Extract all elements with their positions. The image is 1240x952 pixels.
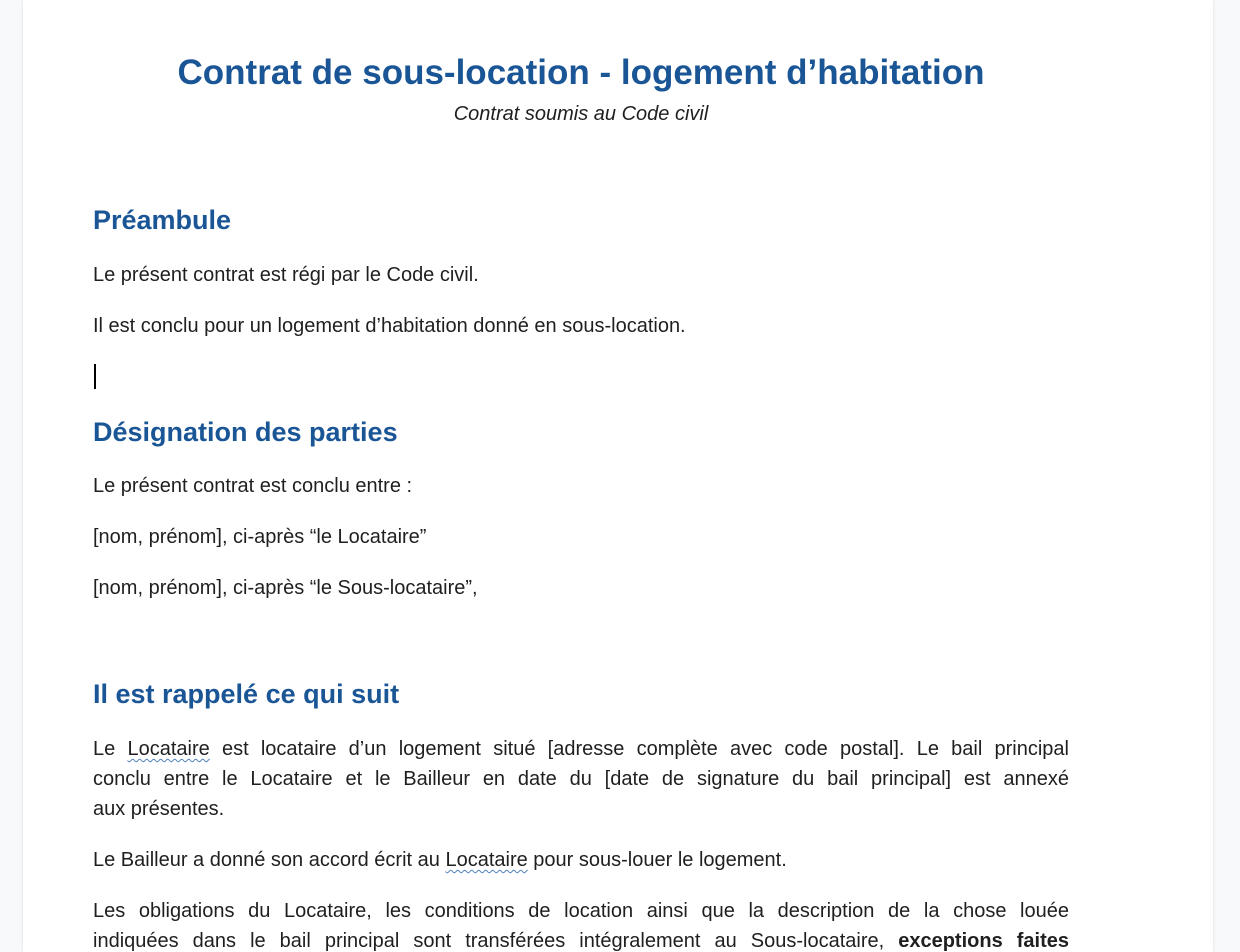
paragraph-rappel-3-text: indiquées dans le bail principal sont transférées intégralement au Sous-locataire, (93, 930, 885, 952)
paragraph-rappel-2-text-before: Le Bailleur a donné son accord écrit au (93, 849, 440, 871)
heading-parties[interactable]: Désignation des parties (93, 417, 398, 447)
paragraph-rappel-1-text: est locataire d’un logement situé [adresse complète avec code postal]. Le bail principal (221, 738, 1069, 760)
spellcheck-flagged-word[interactable]: Locataire (127, 738, 210, 760)
document-subtitle[interactable]: Contrat soumis au Code civil (453, 103, 709, 125)
paragraph-rappel-1[interactable] (93, 734, 1069, 824)
paragraph-rappel-1-line-3: aux présentes. (93, 798, 225, 820)
paragraph-parties-locataire[interactable]: [nom, prénom], ci-après “le Locataire” (93, 526, 427, 548)
paragraph-parties-1[interactable]: Le présent contrat est conclu entre : (93, 475, 413, 497)
heading-rappel[interactable]: Il est rappelé ce qui suit (93, 679, 400, 709)
bold-text-exceptions: exceptions faites (898, 930, 1069, 952)
word-le: Le (93, 738, 116, 760)
paragraph-rappel-2-text-after: pour sous-louer le logement. (533, 849, 787, 871)
spellcheck-flagged-word[interactable]: Locataire (445, 849, 528, 871)
paragraph-preambule-1[interactable]: Le présent contrat est régi par le Code civil. (93, 264, 479, 286)
paragraph-preambule-2[interactable]: Il est conclu pour un logement d’habitation donné en sous-location. (93, 315, 686, 337)
paragraph-parties-sous-locataire[interactable]: [nom, prénom], ci-après “le Sous-locataire”, (93, 577, 478, 599)
paragraph-rappel-3-line-2 (93, 926, 1069, 952)
paragraph-rappel-1-line-1 (93, 734, 1069, 764)
paragraph-rappel-3-line-1: Les obligations du Locataire, les conditions de location ainsi que la description de la chose louée (93, 900, 1069, 922)
text-cursor (94, 364, 96, 389)
paragraph-rappel-3[interactable] (93, 896, 1069, 952)
paragraph-rappel-2[interactable] (93, 845, 1069, 875)
paragraph-rappel-1-line-2: conclu entre le Locataire et le Bailleur en date du [date de signature du bail principal] est annexé (93, 768, 1069, 790)
heading-preambule[interactable]: Préambule (93, 205, 232, 235)
document-page[interactable] (23, 0, 1213, 952)
document-title[interactable]: Contrat de sous-location - logement d’habitation (177, 53, 985, 92)
